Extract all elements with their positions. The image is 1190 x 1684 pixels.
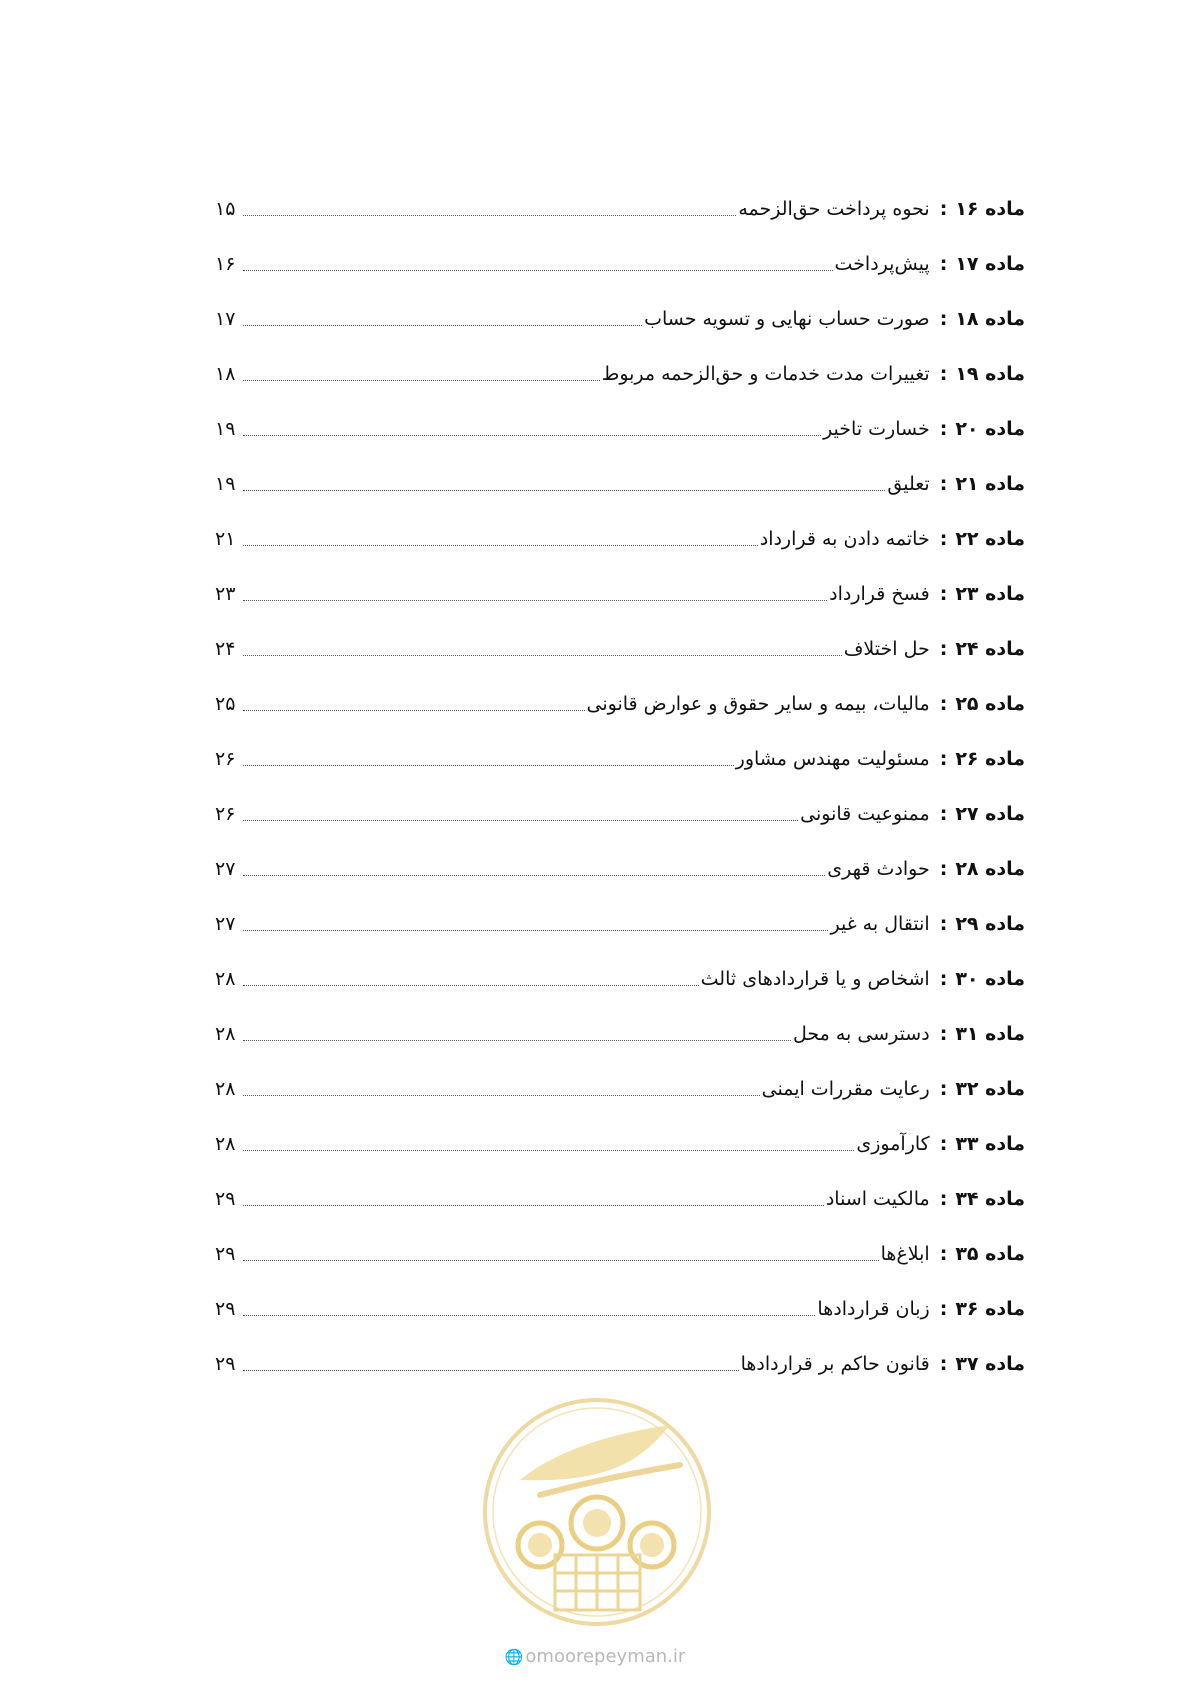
- toc-entry: [215, 936, 1025, 991]
- toc-page-number: ۲۸: [215, 968, 236, 990]
- toc-leader-dots: [243, 930, 828, 931]
- toc-separator: :: [939, 693, 948, 715]
- toc-page-number: ۱۷: [215, 308, 236, 330]
- toc-leader-dots: [243, 545, 758, 546]
- watermark-logo: [480, 1395, 715, 1630]
- toc-page-number: ۱۹: [215, 418, 236, 440]
- toc-article-title: خاتمه دادن به قرارداد: [759, 528, 930, 550]
- toc-article-title: فسخ قرارداد: [829, 583, 930, 605]
- toc-page-number: ۲۸: [215, 1133, 236, 1155]
- toc-article-number: ماده ۳۶: [955, 1298, 1025, 1320]
- toc-entry: [215, 441, 1025, 496]
- website-text: omoorepeyman.ir: [525, 1646, 686, 1667]
- toc-article-number: ماده ۲۹: [955, 913, 1025, 935]
- toc-entry: [215, 826, 1025, 881]
- toc-page-number: ۲۶: [215, 748, 236, 770]
- toc-entry: [215, 1211, 1025, 1266]
- toc-entry: [215, 221, 1025, 276]
- toc-article-title: قانون حاکم بر قراردادها: [740, 1353, 930, 1375]
- toc-separator: :: [939, 913, 948, 935]
- toc-article-number: ماده ۲۲: [955, 528, 1025, 550]
- toc-article-number: ماده ۲۸: [955, 858, 1025, 880]
- toc-entry: [215, 166, 1025, 221]
- toc-separator: :: [939, 803, 948, 825]
- toc-leader-dots: [243, 270, 833, 271]
- toc-article-title: مالیات، بیمه و سایر حقوق و عوارض قانونی: [586, 693, 930, 715]
- toc-entry: [215, 551, 1025, 606]
- toc-article-title: اشخاص و یا قراردادهای ثالث: [700, 968, 930, 990]
- toc-page-number: ۲۸: [215, 1023, 236, 1045]
- toc-page-number: ۲۹: [215, 1243, 236, 1265]
- toc-entry: [215, 496, 1025, 551]
- toc-separator: :: [939, 418, 948, 440]
- toc-leader-dots: [243, 1315, 815, 1316]
- toc-leader-dots: [243, 1150, 854, 1151]
- toc-page-number: ۲۵: [215, 693, 236, 715]
- toc-entry: [215, 276, 1025, 331]
- toc-article-title: رعایت مقررات ایمنی: [761, 1078, 930, 1100]
- toc-article-title: زبان قراردادها: [817, 1298, 930, 1320]
- toc-article-number: ماده ۳۱: [955, 1023, 1025, 1045]
- toc-page-number: ۱۹: [215, 473, 236, 495]
- toc-separator: :: [939, 528, 948, 550]
- toc-article-title: ممنوعیت قانونی: [800, 803, 930, 825]
- toc-leader-dots: [243, 1040, 791, 1041]
- toc-article-number: ماده ۲۵: [955, 693, 1025, 715]
- toc-separator: :: [939, 253, 948, 275]
- toc-page-number: ۲۴: [215, 638, 236, 660]
- toc-leader-dots: [243, 1205, 824, 1206]
- toc-article-title: کارآموزی: [856, 1133, 930, 1155]
- toc-article-title: ابلاغ‌ها: [880, 1243, 930, 1265]
- toc-article-number: ماده ۱۷: [955, 253, 1025, 275]
- toc-leader-dots: [243, 765, 734, 766]
- toc-page-number: ۱۶: [215, 253, 236, 275]
- toc-entry: [215, 771, 1025, 826]
- toc-leader-dots: [243, 985, 699, 986]
- toc-article-number: ماده ۳۲: [955, 1078, 1025, 1100]
- toc-article-number: ماده ۲۷: [955, 803, 1025, 825]
- toc-separator: :: [939, 363, 948, 385]
- toc-leader-dots: [243, 325, 642, 326]
- toc-separator: :: [939, 473, 948, 495]
- toc-page-number: ۲۷: [215, 858, 236, 880]
- toc-page-number: ۲۸: [215, 1078, 236, 1100]
- toc-article-number: ماده ۳۰: [955, 968, 1025, 990]
- toc-leader-dots: [243, 875, 825, 876]
- toc-article-number: ماده ۳۳: [955, 1133, 1025, 1155]
- toc-entry: [215, 331, 1025, 386]
- toc-page-number: ۱۵: [215, 198, 236, 220]
- toc-article-number: ماده ۲۶: [955, 748, 1025, 770]
- toc-page-number: ۲۳: [215, 583, 236, 605]
- toc-leader-dots: [243, 655, 842, 656]
- toc-article-number: ماده ۲۱: [955, 473, 1025, 495]
- toc-separator: :: [939, 1188, 948, 1210]
- toc-article-title: مالکیت اسناد: [825, 1188, 930, 1210]
- toc-page-number: ۲۶: [215, 803, 236, 825]
- toc-article-title: حل اختلاف: [843, 638, 930, 660]
- toc-entry: [215, 716, 1025, 771]
- toc-leader-dots: [243, 1095, 760, 1096]
- toc-page-number: ۲۷: [215, 913, 236, 935]
- toc-article-title: دسترسی به محل: [792, 1023, 930, 1045]
- toc-leader-dots: [243, 215, 736, 216]
- toc-entry: [215, 661, 1025, 716]
- toc-article-title: انتقال به غیر: [830, 913, 930, 935]
- toc-page-number: ۲۹: [215, 1188, 236, 1210]
- toc-entry: [215, 606, 1025, 661]
- toc-article-number: ماده ۳۵: [955, 1243, 1025, 1265]
- toc-article-title: صورت حساب نهایی و تسویه حساب: [644, 308, 930, 330]
- toc-separator: :: [939, 748, 948, 770]
- toc-leader-dots: [243, 600, 827, 601]
- toc-entry: [215, 1156, 1025, 1211]
- toc-article-number: ماده ۱۹: [955, 363, 1025, 385]
- toc-separator: :: [939, 1078, 948, 1100]
- toc-entry: [215, 1321, 1025, 1376]
- toc-separator: :: [939, 858, 948, 880]
- toc-separator: :: [939, 1353, 948, 1375]
- toc-leader-dots: [243, 1370, 739, 1371]
- toc-separator: :: [939, 968, 948, 990]
- toc-separator: :: [939, 1243, 948, 1265]
- toc-page-number: ۲۹: [215, 1353, 236, 1375]
- toc-article-number: ماده ۲۴: [955, 638, 1025, 660]
- toc-leader-dots: [243, 380, 600, 381]
- toc-leader-dots: [243, 435, 821, 436]
- toc-entry: [215, 991, 1025, 1046]
- toc-page-number: ۲۱: [215, 528, 236, 550]
- toc-entry: [215, 1046, 1025, 1101]
- toc-leader-dots: [243, 820, 798, 821]
- toc-leader-dots: [243, 1260, 879, 1261]
- toc-article-title: نحوه پرداخت حق‌الزحمه: [738, 198, 930, 220]
- toc-article-title: حوادث قهری: [827, 858, 930, 880]
- toc-separator: :: [939, 198, 948, 220]
- toc-separator: :: [939, 1133, 948, 1155]
- toc-article-title: پیش‌پرداخت: [834, 253, 930, 275]
- toc-page-number: ۲۹: [215, 1298, 236, 1320]
- toc-leader-dots: [243, 710, 585, 711]
- toc-article-number: ماده ۱۶: [955, 198, 1025, 220]
- toc-separator: :: [939, 1023, 948, 1045]
- toc-article-title: تغییرات مدت خدمات و حق‌الزحمه مربوط: [601, 363, 930, 385]
- toc-entry: [215, 1101, 1025, 1156]
- toc-article-title: خسارت تاخیر: [823, 418, 930, 440]
- globe-icon: 🌐: [504, 1648, 524, 1666]
- toc-separator: :: [939, 638, 948, 660]
- toc-article-number: ماده ۳۷: [955, 1353, 1025, 1375]
- toc-article-number: ماده ۲۰: [955, 418, 1025, 440]
- table-of-contents: [215, 166, 1025, 1376]
- toc-article-number: ماده ۳۴: [955, 1188, 1025, 1210]
- toc-leader-dots: [243, 490, 885, 491]
- website-watermark: [490, 1646, 700, 1667]
- toc-article-number: ماده ۲۳: [955, 583, 1025, 605]
- toc-separator: :: [939, 1298, 948, 1320]
- toc-page-number: ۱۸: [215, 363, 236, 385]
- toc-article-title: تعلیق: [887, 473, 930, 495]
- toc-separator: :: [939, 308, 948, 330]
- toc-article-title: مسئولیت مهندس مشاور: [735, 748, 930, 770]
- toc-entry: [215, 1266, 1025, 1321]
- toc-separator: :: [939, 583, 948, 605]
- toc-entry: [215, 386, 1025, 441]
- toc-entry: [215, 881, 1025, 936]
- toc-article-number: ماده ۱۸: [955, 308, 1025, 330]
